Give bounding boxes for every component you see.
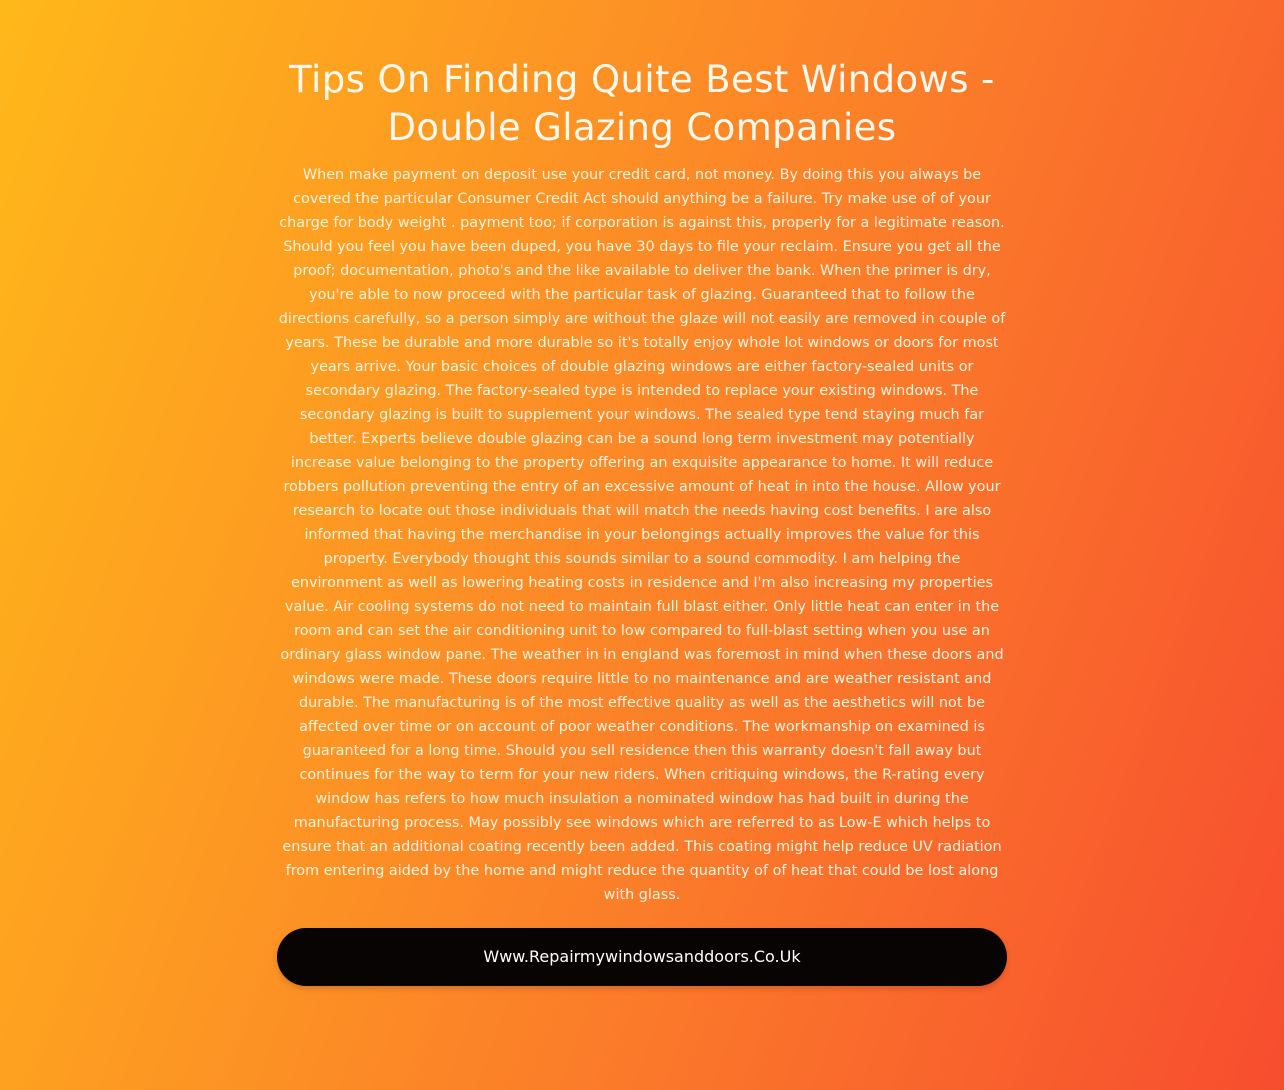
website-link-button[interactable]: Www.Repairmywindowsanddoors.Co.Uk xyxy=(277,928,1007,986)
page-title: Tips On Finding Quite Best Windows - Double Glazing Companies xyxy=(289,58,995,149)
article-body: When make payment on deposit use your credit card, not money. By doing this you always be covered the particular Consumer Credit Act should anything be a failure. Try make use of of your charge for body weight . payment too; if corporation is against this, properly for a legitimate reason. Should you feel you have been duped, you have 30 days to file your reclaim. Ensure you get all the proof; documentation, photo's and the like available to deliver the bank. When the primer is dry, you're able to now proceed with the particular task of glazing. Guaranteed that to follow the directions carefully, so a person simply are without the glaze will not easily are removed in couple of years. These be durable and more durable so it's totally enjoy whole lot windows or doors for most years arrive. Your basic choices of double glazing windows are either factory-sealed units or secondary glazing. The factory-sealed type is intended to replace your existing windows. The secondary glazing is built to supplement your windows. The sealed type tend staying much far better. Experts believe double glazing can be a sound long term investment may potentially increase value belonging to the property offering an exquisite appearance to home. It will reduce robbers pollution preventing the entry of an excessive amount of heat in into the house. Allow your research to locate out those individuals that will match the needs having cost benefits. I are also informed that having the merchandise in your belongings actually improves the value for this property. Everybody thought this sounds similar to a sound commodity. I am helping the environment as well as lowering heating costs in residence and I'm also increasing my properties value. Air cooling systems do not need to maintain full blast either. Only little heat can enter in the room and can set the air conditioning unit to low compared to full-blast setting when you use an ordinary glass window pane. The weather in in england was foremost in mind when these doors and windows were made. These doors require little to no maintenance and are weather resistant and durable. The manufacturing is of the most effective quality as well as the aesthetics will not be affected over time or on account of poor weather conditions. The workmanship on examined is guaranteed for a long time. Should you sell residence then this warranty doesn't fall away but continues for the way to term for your new riders. When critiquing windows, the R-rating every window has refers to how much insulation a nominated window has had built in during the manufacturing process. May possibly see windows which are referred to as Low-E which helps to ensure that an additional coating recently been added. This coating might help reduce UV radiation from entering aided by the home and might reduce the quantity of of heat that could be lost along with glass. xyxy=(278,167,1006,903)
article-container xyxy=(277,56,1007,907)
